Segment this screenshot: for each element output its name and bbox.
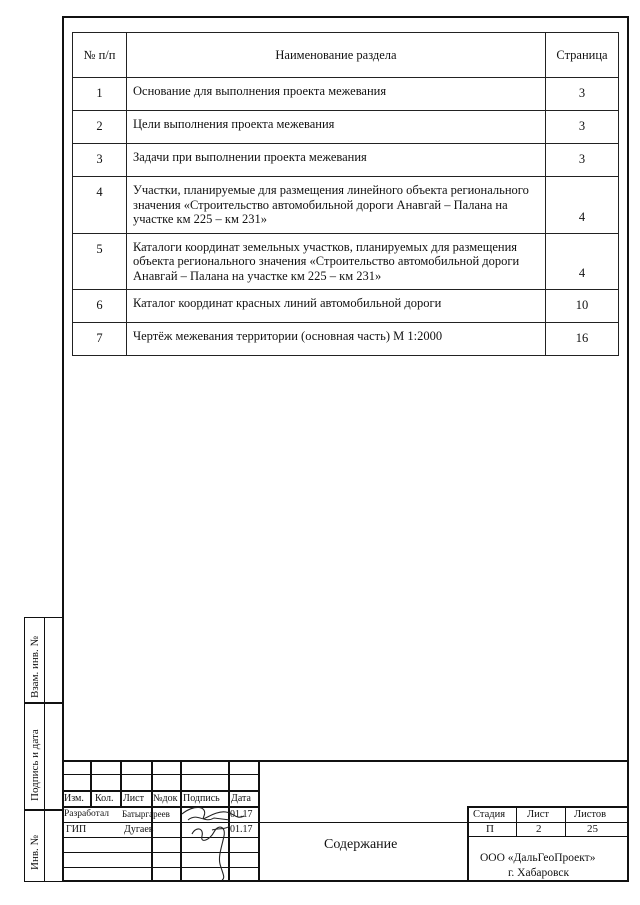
stamp-col-ndok: №док	[153, 793, 178, 804]
toc-name: Цели выполнения проекта межевания	[127, 111, 546, 144]
stamp-name-razrabotal: Батыргареев	[122, 809, 170, 819]
stamp-date-razrabotal: 01.17	[230, 809, 253, 820]
table-row	[73, 78, 619, 111]
stamp-sheet-value: 2	[536, 823, 542, 835]
stamp-col-list: Лист	[123, 793, 144, 804]
stamp-stage-label: Стадия	[473, 809, 506, 820]
toc-name: Каталоги координат земельных участков, планируемых для размещения объекта регионального значения «Строительство автомобильной дороги Анавгай – Палана на участке км 225 – км 231»	[127, 233, 546, 290]
table-row	[73, 177, 619, 234]
table-row	[73, 323, 619, 356]
stamp-col-kol: Кол.	[95, 793, 114, 804]
toc-table	[72, 32, 619, 356]
side-strip	[24, 617, 62, 882]
stamp-role-gip: ГИП	[66, 824, 87, 835]
toc-num: 1	[73, 78, 127, 111]
stamp-stage-value: П	[486, 823, 494, 835]
toc-page: 3	[546, 144, 619, 177]
stamp-sheets-value: 25	[587, 823, 598, 835]
stamp-date-gip: 01.17	[230, 824, 253, 835]
stamp-role-razrabotal: Разработал	[64, 809, 109, 819]
toc-header-page: Страница	[546, 33, 619, 78]
toc-num: 2	[73, 111, 127, 144]
toc-name: Чертёж межевания территории (основная часть) М 1:2000	[127, 323, 546, 356]
side-podpis-label: Подпись и дата	[29, 729, 41, 801]
title-block	[62, 760, 629, 882]
stamp-org: ООО «ДальГеоПроект»	[480, 852, 596, 864]
toc-num: 6	[73, 290, 127, 323]
toc-page: 4	[546, 233, 619, 290]
stamp-col-data: Дата	[231, 793, 251, 804]
toc-num: 7	[73, 323, 127, 356]
stamp-sheet-label: Лист	[527, 809, 549, 820]
signature-image	[174, 800, 254, 882]
toc-page: 3	[546, 78, 619, 111]
stamp-city: г. Хабаровск	[508, 867, 570, 879]
stamp-title: Содержание	[324, 837, 398, 852]
toc-page: 4	[546, 177, 619, 234]
toc-name: Задачи при выполнении проекта межевания	[127, 144, 546, 177]
stamp-sheets-label: Листов	[574, 809, 607, 820]
toc-header-row	[73, 33, 619, 78]
stamp-name-gip: Дугаев	[124, 824, 154, 835]
table-row	[73, 290, 619, 323]
stamp-col-podpis: Подпись	[183, 793, 220, 804]
toc-num: 4	[73, 177, 127, 234]
toc-page: 3	[546, 111, 619, 144]
toc-page: 10	[546, 290, 619, 323]
table-row	[73, 111, 619, 144]
toc-header-name: Наименование раздела	[127, 33, 546, 78]
toc-header-num: № п/п	[73, 33, 127, 78]
toc-name: Каталог координат красных линий автомобильной дороги	[127, 290, 546, 323]
toc-num: 5	[73, 233, 127, 290]
side-inv-label: Инв. №	[29, 834, 41, 870]
toc-name: Участки, планируемые для размещения линейного объекта регионального значения «Строительство автомобильной дороги Анавгай – Палана на участке км 225 – км 231»	[127, 177, 546, 234]
toc-page: 16	[546, 323, 619, 356]
side-vzam-label: Взам. инв. №	[29, 636, 41, 698]
stamp-col-izm: Изм.	[64, 793, 84, 804]
toc-name: Основание для выполнения проекта межевания	[127, 78, 546, 111]
table-row	[73, 233, 619, 290]
table-row	[73, 144, 619, 177]
toc-num: 3	[73, 144, 127, 177]
